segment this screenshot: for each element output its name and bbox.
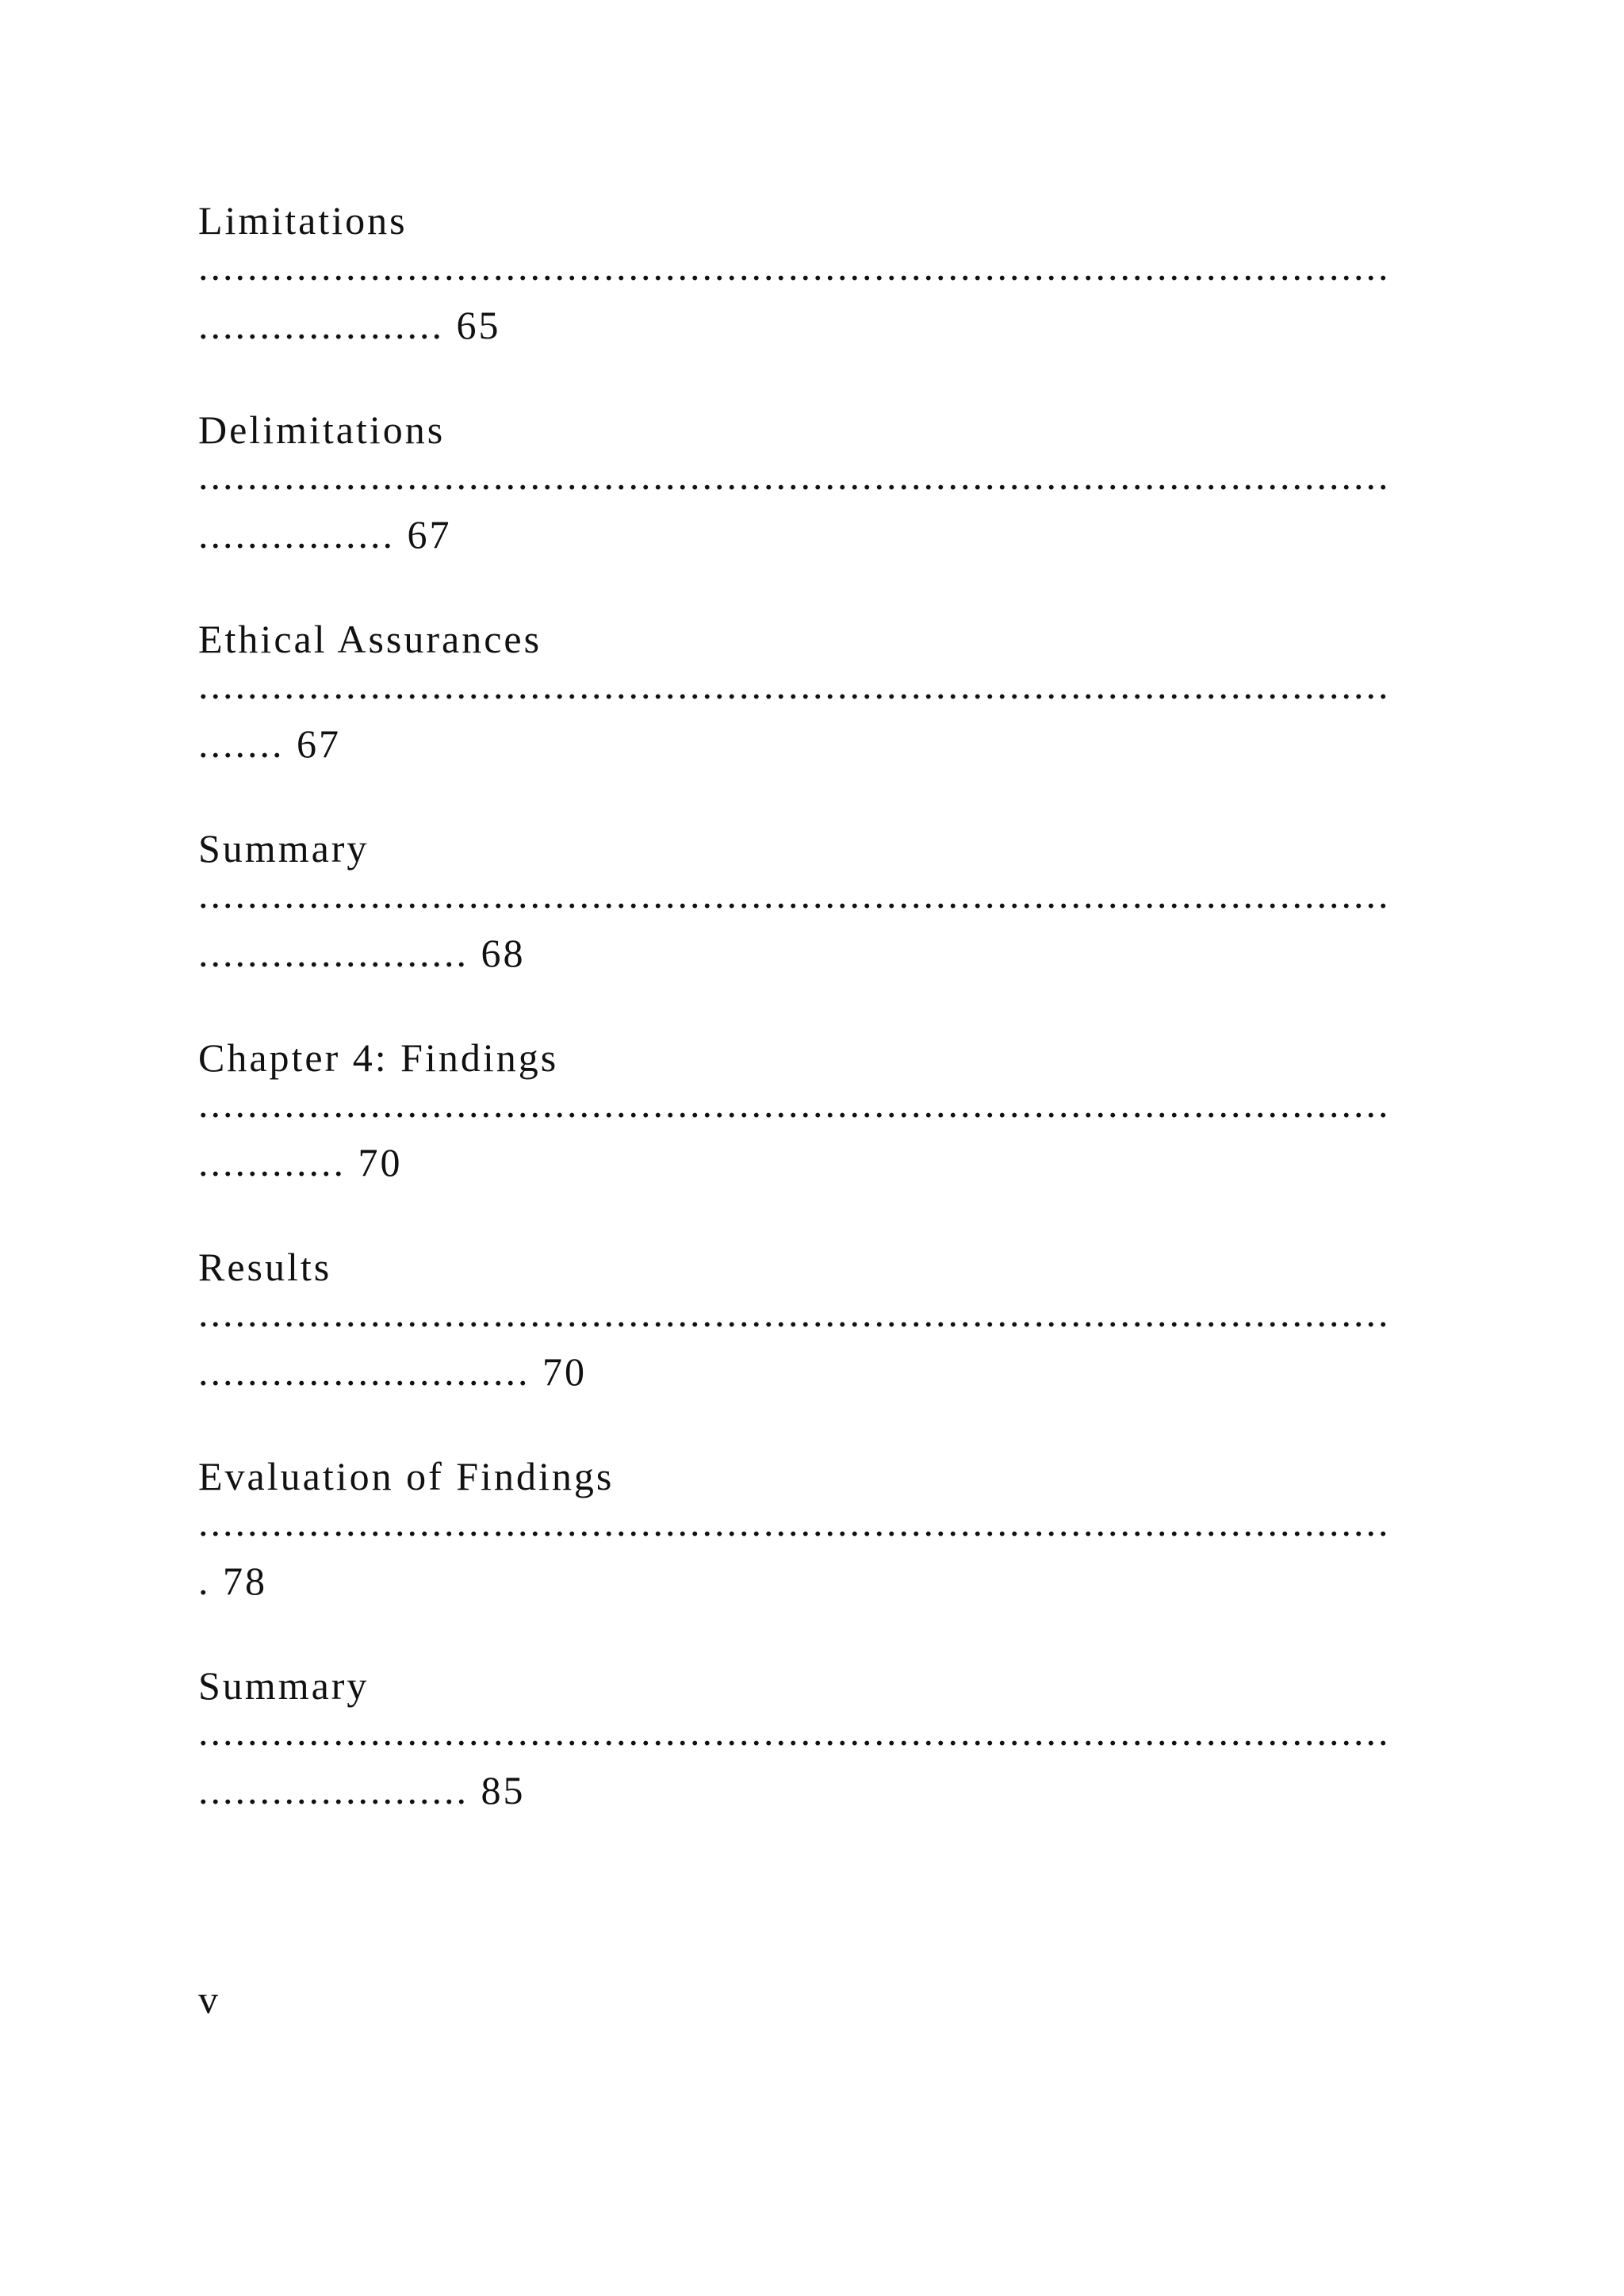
toc-entry-title: Summary [198, 826, 370, 871]
toc-page-reference: ................ 67 [198, 512, 452, 557]
toc-dot-leader: ................................................................................................. [198, 1709, 1391, 1754]
toc-dot-leader: ................................................................................................. [198, 663, 1391, 707]
toc-dot-leader: ................................................................................................. [198, 1081, 1391, 1126]
toc-page-reference: .................... 65 [198, 303, 501, 347]
toc-dot-leader: ................................................................................................. [198, 244, 1391, 289]
toc-page-reference: ....... 67 [198, 721, 341, 766]
toc-dot-leader: ................................................................................................. [198, 453, 1391, 498]
toc-dot-leader: ................................................................................................. [198, 872, 1391, 916]
toc-dot-leader: ................................................................................................. [198, 1500, 1391, 1544]
toc-entry-title: Results [198, 1245, 332, 1289]
toc-page-reference: ...................... 68 [198, 931, 526, 975]
toc-page-reference: ........................... 70 [198, 1349, 587, 1394]
page-number: v [198, 1977, 218, 2022]
toc-entry-title: Chapter 4: Findings [198, 1035, 559, 1080]
toc-entry-title: Delimitations [198, 408, 446, 452]
toc-entry-title: Summary [198, 1663, 370, 1708]
toc-page-reference: ............ 70 [198, 1140, 403, 1184]
toc-dot-leader: ................................................................................................. [198, 1291, 1391, 1335]
toc-page-reference: . 78 [198, 1559, 267, 1603]
toc-entry-title: Ethical Assurances [198, 617, 542, 661]
toc-entry-title: Limitations [198, 198, 408, 243]
toc-entry-title: Evaluation of Findings [198, 1454, 615, 1498]
toc-page-reference: ...................... 85 [198, 1768, 526, 1812]
